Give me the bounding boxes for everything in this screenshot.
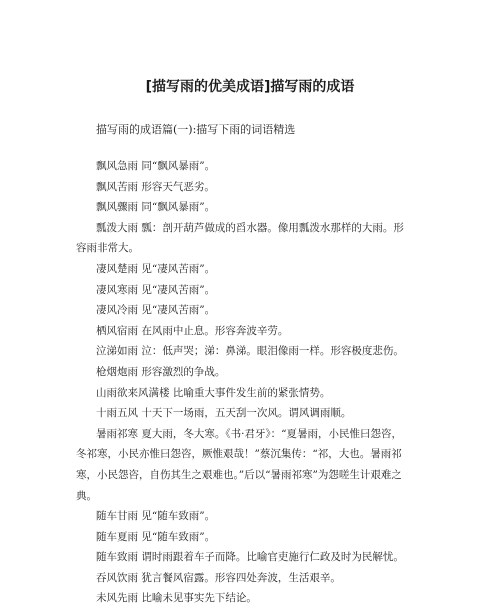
idiom-entry: 凄风寒雨 见“凄风苦雨”。 [96, 283, 216, 296]
idiom-entry: 凄风楚雨 见“凄风苦雨”。 [96, 262, 216, 275]
idiom-entry: 随车致雨 谓时雨跟着车子而降。比喻官吏施行仁政及时为民解忧。 [96, 551, 404, 564]
idiom-entry: 飘风骤雨 同“飘风暴雨”。 [96, 201, 216, 214]
idiom-entry: 瓢泼大雨 瓢：剖开葫芦做成的舀水器。像用瓢泼水那样的大雨。形容雨非常大。 [76, 221, 404, 255]
idiom-entry: 飘风苦雨 形容天气恶劣。 [96, 180, 215, 193]
idiom-entry: 枪烟炮雨 形容激烈的争战。 [96, 365, 226, 378]
idiom-entry: 栖风宿雨 在风雨中止息。形容奔波辛劳。 [96, 324, 289, 337]
document-subtitle: 描写雨的成语篇(一):描写下雨的词语精选 [96, 123, 296, 136]
idiom-entry: 随车夏雨 见“随车致雨”。 [96, 530, 216, 543]
document-title: [描写雨的优美成语]描写雨的成语 [145, 79, 355, 95]
idiom-list [76, 156, 410, 609]
idiom-entry: 凄风冷雨 见“凄风苦雨”。 [96, 304, 216, 317]
idiom-entry: 吞风饮雨 犹言餐风宿露。形容四处奔波，生活艰辛。 [96, 571, 341, 584]
idiom-entry: 山雨欲来风满楼 比喻重大事件发生前的紧张情势。 [96, 386, 331, 399]
idiom-entry: 未风先雨 比喻未见事实先下结论。 [96, 592, 257, 605]
idiom-entry: 飘风急雨 同“飘风暴雨”。 [96, 160, 216, 172]
idiom-entry: 暑雨祁寒 夏大雨，冬大寒。《书·君牙》：“夏暑雨，小民惟曰怨咨，冬祁寒，小民亦惟曰怨咨，厥惟艰哉！”蔡沉集传：“祁，大也。暑雨祁寒，小民怨咨，自伤其生之艰难也。”后以“暑雨祁寒”为怨嗟生计艰难之典。 [76, 427, 403, 502]
idiom-entry: 随车甘雨 见“随车致雨”。 [96, 510, 216, 523]
idiom-entry: 十雨五风 十天下一场雨，五天刮一次风。谓风调雨顺。 [96, 407, 352, 420]
idiom-entry: 泣涕如雨 泣：低声哭；涕：鼻涕。眼泪像雨一样。形容极度悲伤。 [96, 345, 404, 358]
